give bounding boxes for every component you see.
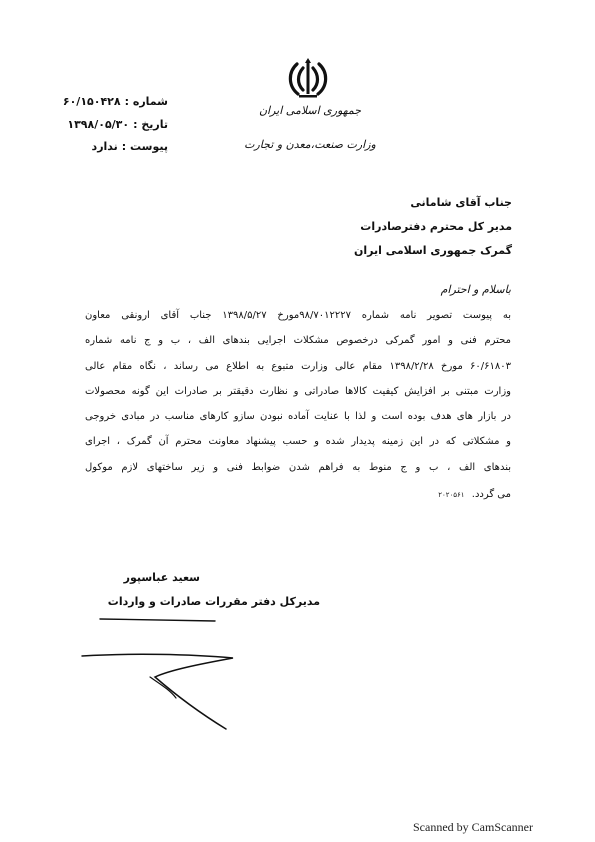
recipient-name: جناب آقای شامانی: [410, 196, 512, 209]
body-line-closing: می گردد.: [471, 489, 511, 500]
government-title: جمهوری اسلامی ایران: [258, 104, 362, 117]
signer-title: مدیرکل دفتر مقررات صادرات و واردات: [107, 595, 320, 608]
body-line: بندهای الف ، ب و ج منوط به فراهم شدن ضوابط فنی و زیر ساختهای لازم موکول: [85, 462, 511, 473]
body-line: در بازار های هدف بوده است و لذا با عنایت آماده نبودن سازو کارهای مناسب در مبادی خروجی: [85, 411, 511, 422]
letter-number-label: شماره :: [124, 95, 168, 108]
greeting: باسلام و احترام: [440, 283, 511, 296]
body-line: و مشکلاتی که در این زمینه پدیدار شده و حسب پیشنهاد معاونت محترم آن گمرک ، اجرای: [85, 436, 511, 447]
recipient-title: مدیر کل محترم دفترصادرات: [360, 220, 512, 233]
body-line: محترم فنی و امور گمرکی درخصوص مشکلات اجرایی بندهای الف ، ب و ج نامه شماره: [85, 335, 511, 346]
ministry-title: وزارت صنعت،معدن و تجارت: [244, 138, 376, 151]
letter-date-label: تاریخ :: [133, 118, 168, 131]
letter-date-value: ۱۳۹۸/۰۵/۳۰: [67, 118, 130, 131]
letter-number-value: ۶۰/۱۵۰۴۲۸: [62, 95, 121, 108]
letter-attachment-label: پیوست :: [121, 140, 168, 153]
signer-name: سعید عباسپور: [123, 571, 200, 584]
letter-attachment-value: ندارد: [91, 140, 118, 153]
body-line: وزارت مبتنی بر افزایش کیفیت کالاها صادراتی و نظارت دقیقتر بر صادرات این گونه محصولات: [85, 386, 511, 397]
body-line: به پیوست تصویر نامه شماره ۹۸/۷۰۱۲۲۲۷مورخ ۱۳۹۸/۵/۲۷ جناب آقای ارونقی معاون: [85, 310, 511, 321]
recipient-organization: گمرک جمهوری اسلامی ایران: [353, 244, 512, 257]
scanner-watermark: Scanned by CamScanner: [413, 820, 533, 834]
reference-code: ۲۰۲۰۵۶۱: [438, 491, 465, 499]
body-line: ۶۰/۶۱۸۰۳ مورخ ۱۳۹۸/۲/۲۸ مقام عالی وزارت متبوع به اطلاع می رساند ، نگاه مقام عالی: [85, 361, 511, 372]
